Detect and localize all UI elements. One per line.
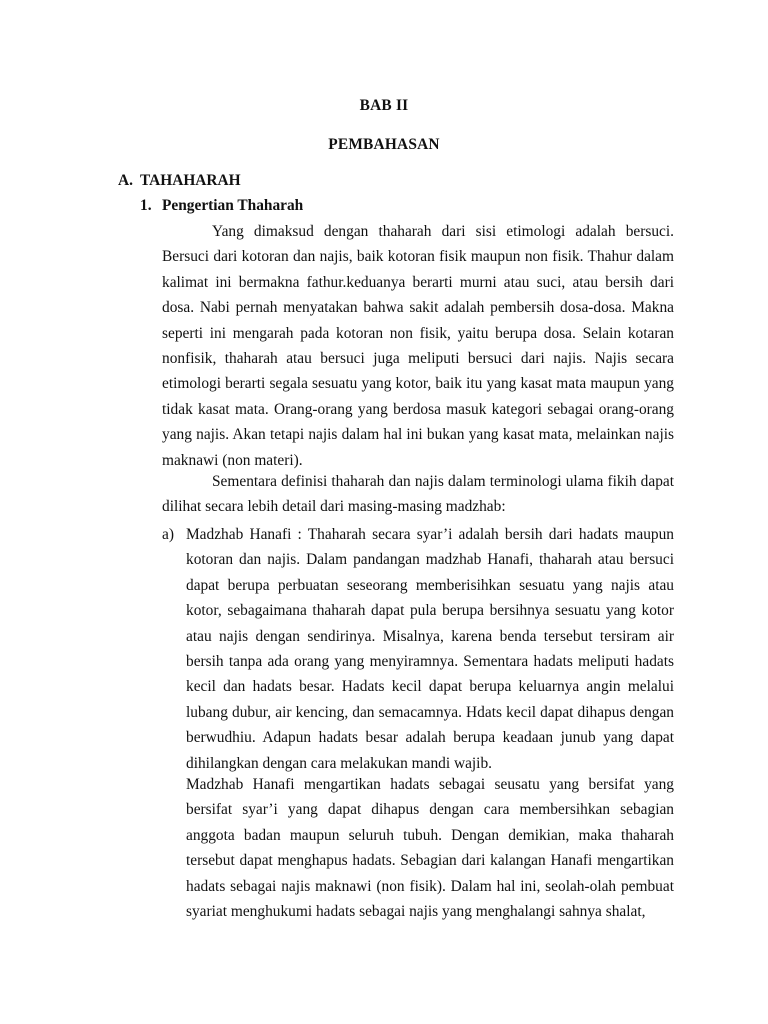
section-heading — [118, 172, 241, 190]
section-title: TAHAHARAH — [140, 172, 241, 189]
paragraph-definition-thaharah: Yang dimaksud dengan thaharah dari sisi etimologi adalah bersuci. Bersuci dari kotoran dan najis, baik kotoran fisik maupun non fisik. Thahur dalam kalimat ini bermakna fathur.keduanya berarti murni atau suci, atau bersih dari dosa. Nabi pernah menyatakan bahwa sakit adalah pembersih dosa-dosa. Makna seperti ini mengarah pada kotoran non fisik, yaitu berupa dosa. Selain kotaran nonfisik, thaharah atau bersuci juga meliputi bersuci dari najis. Najis secara etimologi berarti segala sesuatu yang kotor, baik itu yang kasat mata maupun yang tidak kasat mata. Orang-orang yang berdosa masuk kategori sebagai orang-orang yang najis. Akan tetapi najis dalam hal ini bukan yang kasat mata, melainkan najis maknawi (non materi). — [162, 223, 674, 469]
chapter-title: PEMBAHASAN — [328, 136, 440, 153]
paragraph-terminology-intro: Sementara definisi thaharah dan najis dalam terminologi ulama fikih dapat dilihat secara lebih detail dari masing-masing madzhab: — [162, 473, 674, 516]
section-number: A. — [118, 172, 133, 189]
chapter-number: BAB II — [359, 97, 409, 114]
subsection-number: 1. — [140, 197, 152, 214]
paragraph-hanafi-hadats: Madzhab Hanafi mengartikan hadats sebagai seusatu yang bersifat yang bersifat syar’i yang dapat dihapus dengan cara membersihkan sebagian anggota badan maupun seluruh tubuh. Dengan demikian, maka thaharah tersebut dapat menghapus hadats. Sebagian dari kalangan Hanafi mengartikan hadats sebagai najis maknawi (non fisik). Dalam hal ini, seolah-olah pembuat syariat menghukumi hadats sebagai najis yang menghalangi sahnya shalat, — [186, 776, 674, 921]
subsection-heading — [140, 197, 303, 215]
list-marker-a: a) — [162, 526, 174, 543]
list-item-madzhab-hanafi: Madzhab Hanafi : Thaharah secara syar’i adalah bersih dari hadats maupun kotoran dan najis. Dalam pandangan madzhab Hanafi, thaharah atau bersuci dapat berupa perbuatan seseorang memberisihkan sesuatu yang najis atau kotor, sebagaimana thaharah dapat pula berupa bersihnya sesuatu yang kotor atau najis dengan sendirinya. Misalnya, karena benda tersebut tersiram air bersih tanpa ada orang yang menyiramnya. Sementara hadats meliputi hadats kecil dan hadats besar. Hadats kecil dapat berupa keluarnya angin melalui lubang dubur, air kencing, dan semacamnya. Hdats kecil dapat dihapus dengan berwudhiu. Adapun hadats besar adalah berupa keadaan junub yang dapat dihilangkan dengan cara melakukan mandi wajib. — [186, 526, 674, 772]
subsection-title: Pengertian Thaharah — [162, 197, 304, 214]
